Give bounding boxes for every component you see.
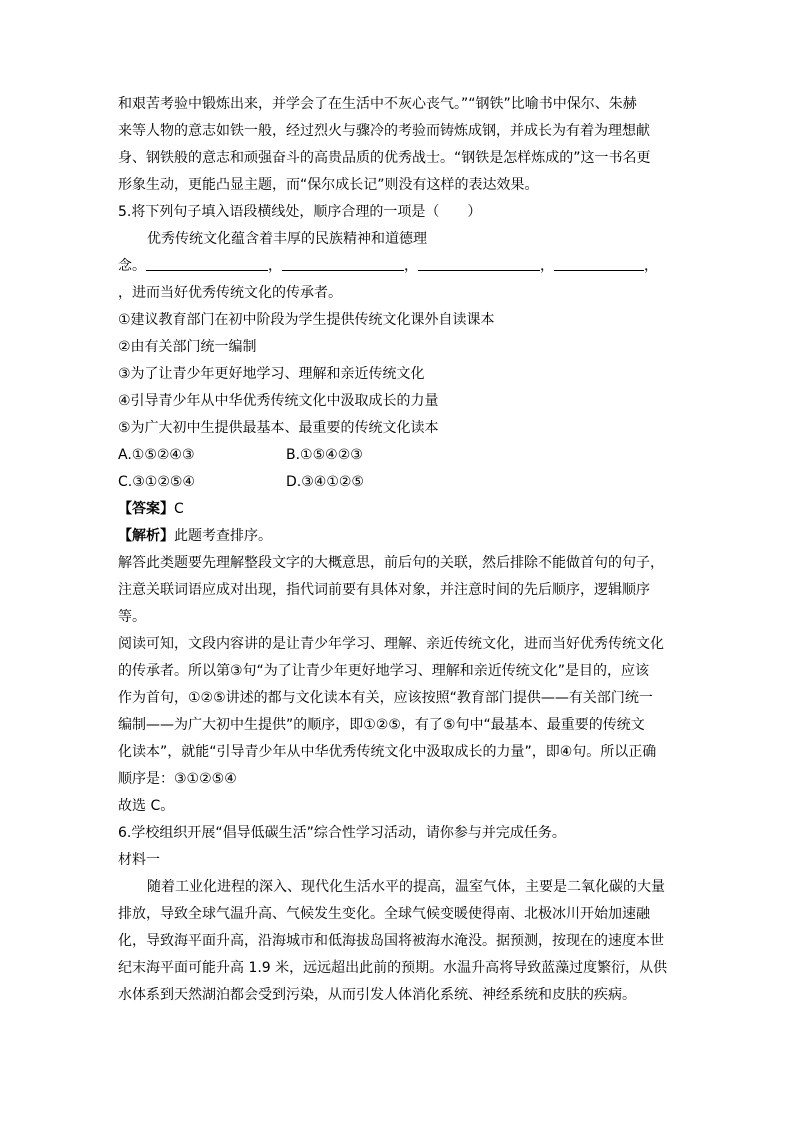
text-line: 编制——为广大初中生提供”的顺序，即①②⑤，有了⑤句中“最基本、最重要的传统文 — [118, 717, 645, 733]
analysis-line — [118, 523, 678, 550]
text-line: 随着工业化进程的深入、现代化生活水平的提高，温室气体，主要是二氧化碳的大量 — [147, 879, 665, 895]
passage-blanks-line — [118, 253, 678, 280]
sentence-item: ②由有关部门统一编制 — [118, 339, 257, 355]
text-line: 顺序是：③①②⑤④ — [118, 771, 237, 787]
passage-end: ，进而当好优秀传统文化的传承者。 — [118, 285, 342, 301]
material-label: 材料一 — [118, 852, 160, 868]
explanation — [118, 550, 678, 820]
fill-blank-1 — [146, 256, 268, 271]
passage-first-line: 优秀传统文化蕴含着丰厚的民族精神和道德理 — [147, 231, 427, 247]
question-5 — [118, 199, 678, 820]
text-line: 形象生动，更能凸显主题，而“保尔成长记”则没有这样的表达效果。 — [118, 177, 539, 193]
analysis-label: 【解析】 — [118, 528, 174, 544]
options-row-2 — [118, 469, 678, 496]
text-line: 阅读可知，文段内容讲的是让青少年学习、理解、亲近传统文化，进而当好优秀传统文化 — [118, 636, 664, 652]
text-line: 的传承者。所以第③句“为了让青少年更好地学习、理解和亲近传统文化”是目的，应该 — [118, 663, 650, 679]
document-content — [118, 91, 678, 1009]
comma: ， — [540, 258, 554, 274]
intro-paragraph — [118, 91, 678, 199]
text-line: 化，导致海平面升高，沿海城市和低海拔岛国将被海水淹没。据预测，按现在的速度本世 — [118, 933, 664, 949]
sentence-item: ①建议教育部门在初中阶段为学生提供传统文化课外自读课本 — [118, 312, 495, 328]
question-6 — [118, 820, 678, 1009]
text-line: 等。 — [118, 609, 146, 625]
answer-line — [118, 496, 678, 523]
analysis-value: 此题考查排序。 — [174, 528, 272, 544]
sentence-item: ④引导青少年从中华优秀传统文化中汲取成长的力量 — [118, 393, 439, 409]
fill-blank-4 — [554, 256, 644, 271]
text-line: 排放，导致全球气温升高、气候发生变化。全球气候变暖使得南、北极冰川开始加速融 — [118, 906, 650, 922]
sentence-item: ⑤为广大初中生提供最基本、最重要的传统文化读本 — [118, 420, 439, 436]
option-a: A.①⑤②④③ — [118, 447, 195, 463]
question-5-stem: 5.将下列句子填入语段横线处，顺序合理的一项是（ ） — [118, 204, 482, 220]
text-line: 注意关联词语应成对出现，指代词前要有具体对象，并注意时间的先后顺序，逻辑顺序 — [118, 582, 650, 598]
question-6-stem: 6.学校组织开展“倡导低碳生活”综合性学习活动，请你参与并完成任务。 — [118, 825, 566, 841]
answer-label: 【答案】 — [118, 501, 174, 517]
fill-blank-2 — [282, 256, 404, 271]
option-c: C.③①②⑤④ — [118, 474, 195, 490]
text-line: 作为首句，①②⑤讲述的都与文化读本有关，应该按照“教育部门提供——有关部门统一 — [118, 690, 653, 706]
option-d: D.③④①②⑤ — [286, 474, 364, 490]
text-line: 和艰苦考验中锻炼出来，并学会了在生活中不灰心丧气。”“钢铁”比喻书中保尔、朱赫 — [118, 96, 637, 112]
comma: ， — [644, 258, 658, 274]
sentence-item: ③为了让青少年更好地学习、理解和亲近传统文化 — [118, 366, 425, 382]
text-line: 故选 C。 — [118, 798, 175, 814]
text-line: 解答此类题要先理解整段文字的大概意思，前后句的关联，然后排除不能做首句的句子， — [118, 555, 664, 571]
material-one-paragraph — [118, 874, 678, 1009]
options-row-1 — [118, 442, 678, 469]
option-b: B.①⑤④②③ — [286, 447, 363, 463]
text-line: 化读本”，就能“引导青少年从中华优秀传统文化中汲取成长的力量”，即④句。所以正确 — [118, 744, 657, 760]
text-line: 身、钢铁般的意志和顽强奋斗的高贵品质的优秀战士。“钢铁是怎样炼成的”这一书名更 — [118, 150, 651, 166]
text-line: 来等人物的意志如铁一般，经过烈火与骤冷的考验而铸炼成钢，并成长为有着为理想献 — [118, 123, 650, 139]
fill-blank-3 — [418, 256, 540, 271]
text-line: 纪末海平面可能升高 1.9 米，远远超出此前的预期。水温升高将导致蓝藻过度繁衍，从供 — [118, 960, 668, 976]
passage-start: 念。 — [118, 258, 146, 274]
comma: ， — [404, 258, 418, 274]
comma: ， — [268, 258, 282, 274]
text-line: 水体系到天然湖泊都会受到污染，从而引发人体消化系统、神经系统和皮肤的疾病。 — [118, 987, 636, 1003]
answer-value: C — [174, 501, 184, 517]
